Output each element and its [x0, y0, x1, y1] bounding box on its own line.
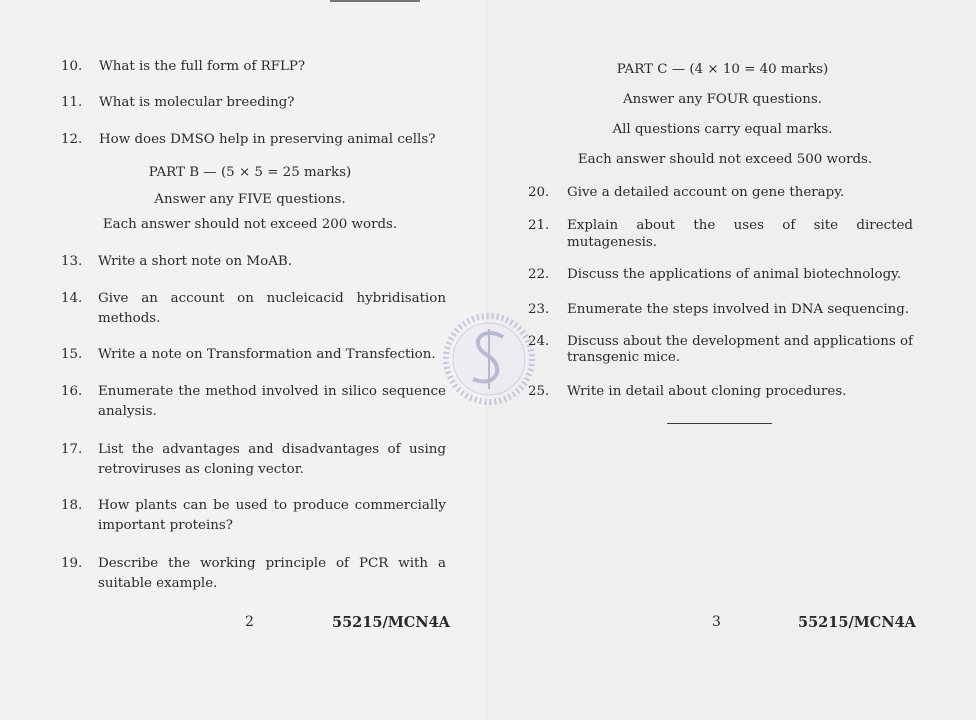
part-b-instruction: Answer any FIVE questions. [154, 192, 346, 207]
part-c-word-limit: Each answer should not exceed 500 words. [577, 152, 873, 167]
question-text: Enumerate the steps involved in DNA sequencing. [567, 302, 910, 317]
question-number: 17. [61, 442, 83, 457]
question-number: 15. [61, 347, 83, 362]
question-text-line2: suitable example. [98, 576, 218, 591]
question-text-line2: important proteins? [98, 518, 233, 533]
question-17 [61, 441, 451, 481]
page-number: 3 [712, 614, 721, 630]
question-19 [61, 555, 451, 595]
question-25 [528, 383, 928, 403]
question-14 [61, 290, 451, 330]
seal-watermark-icon [443, 313, 535, 405]
question-number: 20. [528, 185, 550, 200]
question-text: What is molecular breeding? [99, 95, 295, 110]
paper-code: 55215/MCN4A [798, 614, 916, 631]
question-number: 25. [528, 384, 550, 399]
question-text-line1: Describe the working principle of PCR with a [98, 556, 446, 571]
question-text: Give a detailed account on gene therapy. [567, 185, 845, 200]
question-13 [61, 253, 451, 273]
part-c-instruction: Answer any FOUR questions. [622, 92, 822, 107]
question-18 [61, 497, 451, 537]
part-b-word-limit: Each answer should not exceed 200 words. [102, 217, 398, 232]
question-text-line2: mutagenesis. [567, 235, 658, 250]
question-text-line1: How plants can be used to produce commercially [98, 498, 446, 513]
end-rule [667, 423, 772, 424]
question-text-line2: retroviruses as cloning vector. [98, 462, 304, 477]
question-text-line1: Discuss about the development and applications of [567, 334, 913, 349]
question-number: 19. [61, 556, 83, 571]
question-23 [528, 301, 928, 321]
question-text: What is the full form of RFLP? [99, 59, 306, 74]
question-number: 23. [528, 302, 550, 317]
part-c-heading: PART C — (4 × 10 = 40 marks) [616, 62, 829, 77]
question-number: 12. [61, 132, 83, 147]
question-text: Write a note on Transformation and Transfection. [98, 347, 436, 362]
question-text: Write in detail about cloning procedures. [567, 384, 847, 399]
question-text-line2: analysis. [98, 404, 157, 419]
question-number: 13. [61, 254, 83, 269]
top-edge-mark [330, 0, 420, 2]
question-text-line1: Enumerate the method involved in silico sequence [98, 384, 446, 399]
part-c-equal-marks: All questions carry equal marks. [612, 122, 833, 137]
question-text: How does DMSO help in preserving animal cells? [99, 132, 436, 147]
question-text-line2: transgenic mice. [567, 350, 681, 365]
page-number: 2 [245, 614, 254, 630]
question-text: Discuss the applications of animal biotechnology. [567, 267, 902, 282]
question-24 [528, 333, 928, 373]
question-number: 11. [61, 95, 83, 110]
question-number: 21. [528, 218, 550, 233]
question-20 [528, 184, 928, 204]
question-text-line1: List the advantages and disadvantages of using [98, 442, 446, 457]
question-22 [528, 266, 928, 286]
question-number: 10. [61, 59, 83, 74]
question-number: 14. [61, 291, 83, 306]
question-number: 16. [61, 384, 83, 399]
question-15 [61, 346, 451, 366]
question-number: 18. [61, 498, 83, 513]
question-16 [61, 383, 451, 423]
paper-code: 55215/MCN4A [332, 614, 450, 631]
question-text-line2: methods. [98, 311, 161, 326]
question-text-line1: Give an account on nucleicacid hybridisation [98, 291, 446, 306]
question-21 [528, 217, 928, 257]
question-text: Write a short note on MoAB. [98, 254, 292, 269]
question-number: 22. [528, 267, 550, 282]
question-number: 24. [528, 334, 550, 349]
part-b-heading: PART B — (5 × 5 = 25 marks) [148, 165, 352, 180]
question-text-line1: Explain about the uses of site directed [567, 218, 913, 233]
